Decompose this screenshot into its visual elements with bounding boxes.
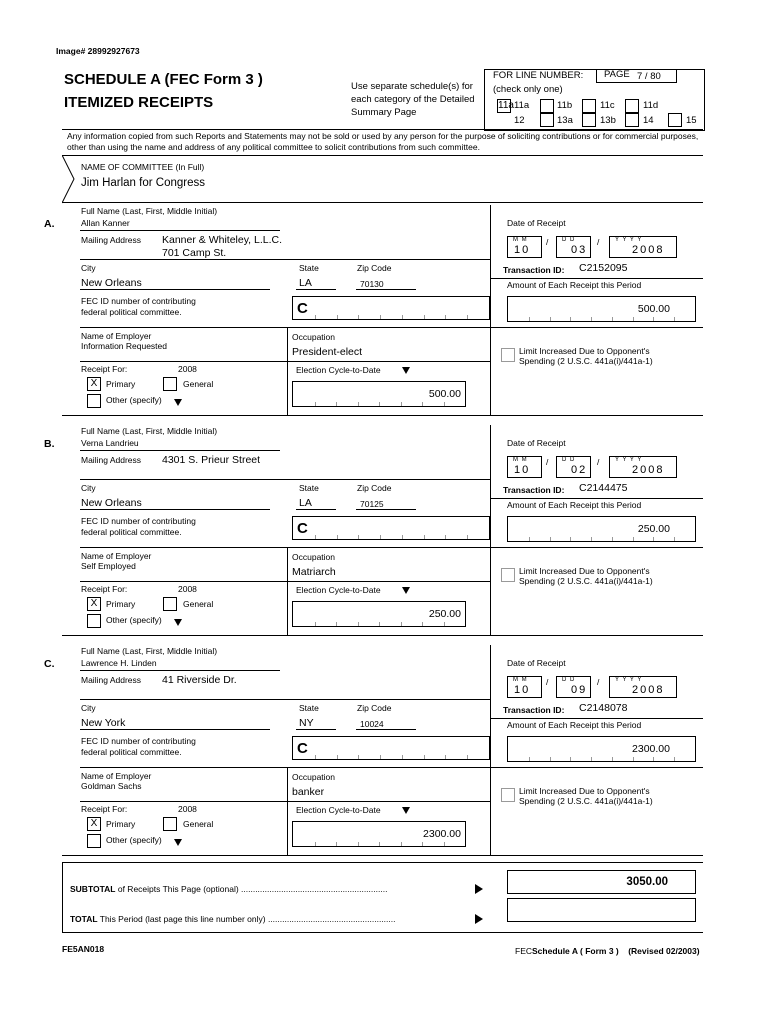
primary-checkbox[interactable]: X (87, 377, 101, 391)
address-line1: 4301 S. Prieur Street (162, 454, 261, 466)
election-cycle-field[interactable] (292, 821, 466, 847)
schedule-instruction: Use separate schedule(s) for each category of the Detailed Summary Page (351, 81, 475, 118)
city-value: New York (81, 717, 126, 729)
occupation-value: Matriarch (292, 566, 336, 578)
zip-value: 70130 (360, 279, 384, 289)
occupation-label: Occupation (292, 772, 335, 782)
subtotal-value: 3050.00 (626, 876, 668, 888)
receipt-for-label: Receipt For: (81, 364, 128, 374)
other-checkbox[interactable] (87, 834, 101, 848)
amount-label: Amount of Each Receipt this Period (507, 280, 642, 290)
amount-label: Amount of Each Receipt this Period (507, 720, 642, 730)
year-field[interactable]: Y Y Y Y 2008 (609, 456, 677, 478)
date-of-receipt-label: Date of Receipt (507, 438, 566, 448)
other-label: Other (specify) (106, 395, 162, 405)
primary-label: Primary (106, 819, 136, 829)
month-value: 10 (514, 464, 531, 476)
line-11a-checkbox[interactable]: 11a (498, 100, 514, 111)
subtotal-arrow-icon (475, 884, 483, 894)
contributor-name: Allan Kanner (81, 218, 130, 228)
disclaimer-text: Any information copied from such Reports and Statements may not be sold or used by any person for the purpose of soliciting contributions or for commercial purposes, other than using the name and address of any political committee to solicit contributions from such committee. (67, 131, 699, 152)
line-14-checkbox[interactable] (668, 113, 682, 127)
election-cycle-label: Election Cycle-to-Date (296, 805, 381, 815)
day-value: 02 (571, 464, 588, 476)
other-label: Other (specify) (106, 615, 162, 625)
transaction-id-label: Transaction ID: (503, 485, 565, 495)
other-label: Other (specify) (106, 835, 162, 845)
line-13b-label: 13b (600, 115, 616, 126)
transaction-id-label: Transaction ID: (503, 265, 565, 275)
footer-code: FE5AN018 (62, 944, 105, 954)
transaction-id-value: C2148078 (579, 702, 628, 714)
city-value: New Orleans (81, 497, 142, 509)
fec-id-label: FEC ID number of contributing federal political committee. (81, 296, 196, 317)
election-cycle-dropdown-icon[interactable] (402, 367, 410, 374)
year-field[interactable]: Y Y Y Y 2008 (609, 676, 677, 698)
fec-id-label: FEC ID number of contributing federal political committee. (81, 516, 196, 537)
election-cycle-dropdown-icon[interactable] (402, 807, 410, 814)
full-name-label: Full Name (Last, First, Middle Initial) (81, 646, 218, 656)
transaction-id-label: Transaction ID: (503, 705, 565, 715)
city-label: City (81, 483, 96, 493)
day-value: 09 (571, 684, 588, 696)
line-12-label: 12 (514, 115, 525, 126)
zip-value: 70125 (360, 499, 384, 509)
general-label: General (183, 379, 214, 389)
line-11c-label: 11c (600, 100, 615, 111)
general-checkbox[interactable] (163, 597, 177, 611)
form-title: SCHEDULE A (FEC Form 3 ) (64, 71, 263, 88)
amount-field[interactable] (507, 736, 696, 762)
month-field[interactable]: M M 10 (507, 456, 542, 478)
state-value: LA (299, 497, 312, 509)
limit-increased-checkbox[interactable] (501, 348, 515, 362)
limit-increased-checkbox[interactable] (501, 568, 515, 582)
full-name-label: Full Name (Last, First, Middle Initial) (81, 206, 218, 216)
amount-field[interactable] (507, 296, 696, 322)
line-number-label: FOR LINE NUMBER: (493, 70, 584, 81)
address-line1: Kanner & Whiteley, L.L.C. (162, 234, 283, 246)
receipt-year: 2008 (178, 364, 197, 374)
primary-label: Primary (106, 599, 136, 609)
transaction-id-value: C2144475 (579, 482, 628, 494)
election-cycle-label: Election Cycle-to-Date (296, 585, 381, 595)
state-label: State (299, 703, 319, 713)
line-13a-checkbox[interactable] (582, 113, 596, 127)
occupation-label: Occupation (292, 332, 335, 342)
page-value: 7 / 80 (637, 71, 661, 82)
check-only-one: (check only one) (493, 84, 563, 95)
line-11d-checkbox[interactable] (625, 99, 639, 113)
line-15-label: 15 (686, 115, 697, 126)
entry-letter: B. (44, 438, 55, 450)
cycle-to-date-value: 500.00 (428, 388, 461, 400)
amount-value: 250.00 (637, 523, 670, 535)
subtotal-label: SUBTOTAL of Receipts This Page (optional) .............................................................. (70, 884, 388, 894)
receipt-year: 2008 (178, 584, 197, 594)
month-field[interactable]: M M 10 (507, 236, 542, 258)
mailing-address-label: Mailing Address (81, 235, 142, 245)
mailing-address-label: Mailing Address (81, 455, 142, 465)
other-dropdown-icon[interactable] (174, 839, 182, 846)
general-checkbox[interactable] (163, 377, 177, 391)
zip-value: 10024 (360, 719, 384, 729)
month-value: 10 (514, 684, 531, 696)
transaction-id-value: C2152095 (579, 262, 628, 274)
address-line1: 41 Riverside Dr. (162, 674, 237, 686)
day-field[interactable]: D D 03 (556, 236, 591, 258)
footer-form: FECSchedule A ( Form 3 ) (Revised 02/2003) (515, 946, 700, 956)
cycle-to-date-value: 2300.00 (423, 828, 461, 840)
date-of-receipt-label: Date of Receipt (507, 218, 566, 228)
limit-increased-label: Limit Increased Due to Opponent's Spending (2 U.S.C. 441a(i)/441a-1) (519, 566, 653, 586)
state-label: State (299, 483, 319, 493)
amount-label: Amount of Each Receipt this Period (507, 500, 642, 510)
other-checkbox[interactable] (87, 614, 101, 628)
entry-letter: C. (44, 658, 55, 670)
committee-bracket (62, 155, 82, 205)
form-subtitle: ITEMIZED RECEIPTS (64, 94, 214, 111)
total-arrow-icon (475, 914, 483, 924)
day-field[interactable]: D D 02 (556, 456, 591, 478)
zip-label: Zip Code (357, 483, 392, 493)
receipt-year: 2008 (178, 804, 197, 814)
receipt-for-label: Receipt For: (81, 584, 128, 594)
date-of-receipt-label: Date of Receipt (507, 658, 566, 668)
primary-checkbox[interactable]: X (87, 817, 101, 831)
fec-id-label: FEC ID number of contributing federal political committee. (81, 736, 196, 757)
general-label: General (183, 599, 214, 609)
state-value: LA (299, 277, 312, 289)
employer-value: Self Employed (81, 561, 136, 571)
receipt-for-label: Receipt For: (81, 804, 128, 814)
address-line2: 701 Camp St. (162, 247, 227, 259)
committee-type-letter: C (297, 740, 308, 757)
line-14-label: 14 (643, 115, 654, 126)
cycle-to-date-value: 250.00 (428, 608, 461, 620)
line-11b-checkbox[interactable] (540, 99, 554, 113)
line-11b-label: 11b (557, 100, 573, 111)
contributor-name: Lawrence H. Linden (81, 658, 157, 668)
other-checkbox[interactable] (87, 394, 101, 408)
committee-type-letter: C (297, 300, 308, 317)
total-field[interactable] (507, 898, 696, 922)
general-checkbox[interactable] (163, 817, 177, 831)
line-11c-checkbox[interactable] (582, 99, 596, 113)
occupation-value: President-elect (292, 346, 363, 358)
image-label: Image# 28992927673 (56, 46, 140, 56)
line-13b-checkbox[interactable] (625, 113, 639, 127)
employer-label: Name of Employer (81, 551, 152, 561)
election-cycle-field[interactable] (292, 381, 466, 407)
page-label: PAGE (604, 69, 630, 80)
month-value: 10 (514, 244, 531, 256)
limit-increased-label: Limit Increased Due to Opponent's Spending (2 U.S.C. 441a(i)/441a-1) (519, 346, 653, 366)
fec-id-field[interactable] (292, 296, 490, 320)
primary-label: Primary (106, 379, 136, 389)
state-label: State (299, 263, 319, 273)
city-label: City (81, 703, 96, 713)
primary-checkbox[interactable]: X (87, 597, 101, 611)
occupation-value: banker (292, 786, 325, 798)
general-label: General (183, 819, 214, 829)
contributor-name: Verna Landrieu (81, 438, 139, 448)
employer-label: Name of Employer (81, 331, 152, 341)
occupation-label: Occupation (292, 552, 335, 562)
committee-name: Jim Harlan for Congress (81, 177, 205, 189)
election-cycle-field[interactable] (292, 601, 466, 627)
year-value: 2008 (632, 244, 665, 256)
state-value: NY (299, 717, 314, 729)
day-field[interactable]: D D 09 (556, 676, 591, 698)
employer-label: Name of Employer (81, 771, 152, 781)
total-label: TOTAL This Period (last page this line number only) ...................................................... (70, 914, 396, 924)
city-label: City (81, 263, 96, 273)
other-dropdown-icon[interactable] (174, 399, 182, 406)
full-name-label: Full Name (Last, First, Middle Initial) (81, 426, 218, 436)
entry-letter: A. (44, 218, 55, 230)
subtotal-field[interactable] (507, 870, 696, 894)
mailing-address-label: Mailing Address (81, 675, 142, 685)
line-11a-label: 11a (514, 100, 530, 111)
zip-label: Zip Code (357, 263, 392, 273)
fec-id-field[interactable] (292, 736, 490, 760)
city-value: New Orleans (81, 277, 142, 289)
limit-increased-label: Limit Increased Due to Opponent's Spending (2 U.S.C. 441a(i)/441a-1) (519, 786, 653, 806)
zip-label: Zip Code (357, 703, 392, 713)
year-field[interactable]: Y Y Y Y 2008 (609, 236, 677, 258)
other-dropdown-icon[interactable] (174, 619, 182, 626)
year-value: 2008 (632, 464, 665, 476)
limit-increased-checkbox[interactable] (501, 788, 515, 802)
month-field[interactable]: M M 10 (507, 676, 542, 698)
line-13a-label: 13a (557, 115, 573, 126)
election-cycle-dropdown-icon[interactable] (402, 587, 410, 594)
election-cycle-label: Election Cycle-to-Date (296, 365, 381, 375)
fec-id-field[interactable] (292, 516, 490, 540)
amount-value: 2300.00 (632, 743, 670, 755)
year-value: 2008 (632, 684, 665, 696)
day-value: 03 (571, 244, 588, 256)
amount-value: 500.00 (637, 303, 670, 315)
committee-label: NAME OF COMMITTEE (In Full) (81, 162, 205, 172)
line-12-checkbox[interactable] (540, 113, 554, 127)
committee-type-letter: C (297, 520, 308, 537)
line-11d-label: 11d (643, 100, 659, 111)
employer-value: Goldman Sachs (81, 781, 142, 791)
amount-field[interactable] (507, 516, 696, 542)
employer-value: Information Requested (81, 341, 167, 351)
